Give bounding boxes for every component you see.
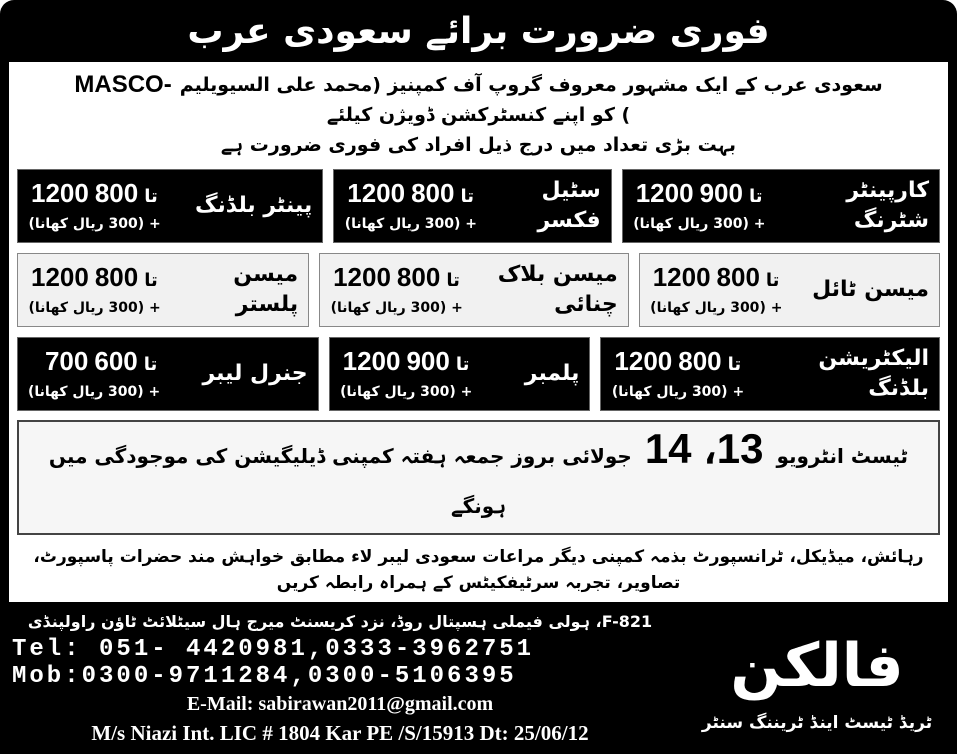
salary-min: 900 (406, 346, 450, 376)
job-title: جنرل لیبر (202, 361, 308, 386)
intro-line2: بہت بڑی تعداد میں درج ذیل افراد کی فوری ضرورت ہے (220, 134, 737, 156)
intro-part2: ) کو اپنے کنسٹرکشن ڈویژن کیلئے (326, 104, 631, 126)
job-title: پینٹر بلڈنگ (194, 193, 313, 218)
salary-range (340, 345, 473, 381)
salary-min: 800 (716, 262, 760, 292)
salary-max: 1200 (635, 178, 694, 208)
intro-part1: سعودی عرب کے ایک مشہور معروف گروپ آف کمپنیز (محمد علی السیویلیم (179, 74, 883, 96)
job-card (17, 337, 319, 411)
food-allowance: + (300 ریال کھانا) (650, 300, 783, 316)
job-title: الیکٹریشن بلڈنگ (818, 346, 929, 401)
salary-range (650, 261, 783, 297)
salary-min: 800 (94, 178, 139, 208)
job-card (17, 169, 323, 243)
job-card (600, 337, 940, 411)
job-title: پلمبر (524, 361, 580, 386)
job-row (17, 253, 940, 327)
job-card (622, 169, 940, 243)
salary-min: 900 (699, 178, 743, 208)
salary-to: تا (765, 270, 780, 291)
salary-min: 600 (94, 346, 138, 376)
content-panel (9, 62, 948, 602)
job-card (319, 253, 629, 327)
interview-pre: ٹیسٹ انٹرویو (776, 444, 909, 468)
benefits-note: رہائش، میڈیکل، ٹرانسپورٹ بذمہ کمپنی دیگر مراعات سعودی لیبر لاء مطابق خواہش مند حضرات پاسپورٹ، تصاویر، تجربہ سرٹیفکیٹس کے ہمراہ رابطہ کریں (33, 547, 924, 593)
headline: فوری ضرورت برائے سعودی عرب (187, 11, 770, 52)
food-allowance: + (300 ریال کھانا) (28, 300, 161, 316)
salary-max: 1200 (333, 262, 391, 292)
food-allowance: + (300 ریال کھانا) (28, 216, 161, 232)
job-card (329, 337, 591, 411)
footer (0, 602, 957, 754)
food-allowance: + (300 ریال کھانا) (633, 216, 766, 232)
job-title: میسن بلاک چنائی (497, 262, 618, 317)
food-allowance: + (300 ریال کھانا) (340, 384, 473, 400)
salary-to: تا (446, 270, 460, 291)
salary-range (42, 345, 160, 381)
logo-subtitle: ٹریڈ ٹیسٹ اینڈ ٹریننگ سنٹر (701, 713, 933, 733)
job-card (333, 169, 611, 243)
food-allowance: + (300 ریال کھانا) (344, 216, 478, 232)
salary-min: 800 (94, 262, 139, 292)
logo-name: فالکن (730, 631, 904, 701)
salary-max: 1200 (342, 346, 401, 376)
salary-max: 1200 (347, 178, 406, 208)
company-brand: MASCO- (74, 71, 172, 98)
salary-range (28, 261, 161, 297)
job-pay (344, 177, 477, 235)
job-title: میسن ٹائل (812, 277, 929, 302)
job-card (639, 253, 940, 327)
salary-range (28, 177, 161, 213)
salary-range (344, 177, 477, 213)
job-title: کارپینٹر شٹرنگ (846, 178, 929, 233)
salary-to: تا (460, 186, 475, 207)
salary-to: تا (727, 354, 742, 375)
job-pay (650, 261, 783, 319)
telephone: Tel: 051- 4420981,0333-3962751 (12, 636, 535, 663)
job-row (17, 169, 940, 243)
salary-max: 700 (44, 346, 89, 376)
interview-dates: 13، 14 (644, 425, 764, 472)
interview-notice (17, 420, 940, 535)
email: E-Mail: sabirawan2011@gmail.com (186, 693, 494, 715)
food-allowance: + (300 ریال کھانا) (28, 384, 161, 400)
salary-range (633, 177, 766, 213)
interview-post: جولائی بروز جمعہ ہفتہ کمپنی ڈیلیگیشن کی موجودگی میں ہونگے (48, 444, 632, 518)
job-pay (633, 177, 766, 235)
job-title: میسن پلستر (233, 262, 299, 317)
job-pay (330, 261, 463, 319)
job-grid (17, 169, 940, 411)
salary-to: تا (144, 186, 158, 207)
job-pay (611, 345, 744, 403)
food-allowance: + (300 ریال کھانا) (330, 300, 463, 316)
salary-range (330, 261, 463, 297)
contact-block (10, 608, 670, 748)
job-pay (28, 345, 160, 403)
salary-to: تا (143, 354, 158, 375)
job-pay (340, 345, 473, 403)
job-card (17, 253, 309, 327)
address: F-821، ہولی فیملی ہسپتال روڈ، نزد کریسنٹ میرج ہال سیٹلائٹ ٹاؤن راولپنڈی (27, 612, 653, 631)
falcon-logo (697, 621, 937, 735)
salary-max: 1200 (31, 178, 89, 208)
salary-max: 1200 (30, 262, 89, 292)
intro-text (17, 70, 940, 160)
salary-min: 800 (411, 178, 455, 208)
salary-range (611, 345, 744, 381)
salary-to: تا (748, 186, 763, 207)
job-pay (28, 261, 161, 319)
salary-max: 1200 (614, 346, 673, 376)
salary-min: 800 (396, 262, 441, 292)
license: M/s Niazi Int. LIC # 1804 Kar PE /S/15913 Dt: 25/06/12 (91, 721, 589, 745)
job-pay (28, 177, 161, 235)
salary-max: 1200 (652, 262, 711, 292)
job-title: سٹیل فکسر (537, 178, 601, 233)
salary-to: تا (455, 354, 470, 375)
food-allowance: + (300 ریال کھانا) (611, 384, 745, 400)
salary-to: تا (144, 270, 158, 291)
job-row (17, 337, 940, 411)
salary-min: 800 (678, 346, 722, 376)
mobile: Mob:0300-9711284,0300-5106395 (12, 663, 517, 690)
